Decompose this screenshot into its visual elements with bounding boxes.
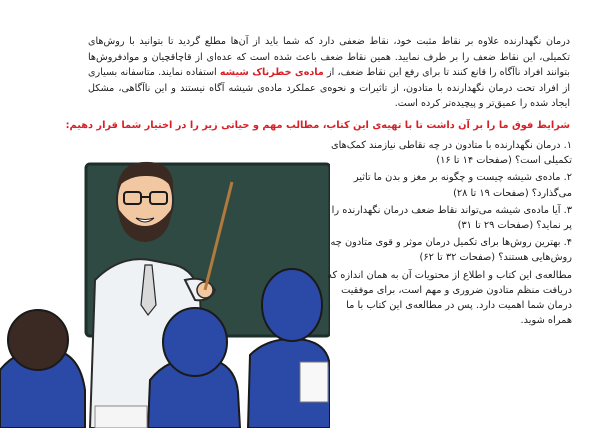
list-item: ۱. درمان نگهدارنده با متادون در چه نقاطی نیازمند کمک‌های تکمیلی است؟ (صفحات ۱۴ تا ۱۶)	[330, 140, 572, 167]
student-3-head	[262, 269, 322, 341]
student-3-notebook	[300, 362, 328, 402]
list-item: ۴. بهترین روش‌ها برای تکمیل درمان موثر و قوی متادون چه روش‌هایی هستند؟ (صفحات ۳۲ تا ۶۲)	[330, 237, 572, 264]
section-headline: شرایط فوق ما را بر آن داشت تا با تهیه‌ی این کتاب، مطالب مهم و حیاتی زیر را در اختیار شما قرار دهیم:	[65, 120, 570, 131]
student-1-head	[8, 310, 68, 370]
intro-part-2: استفاده نمایند. متاسفانه بسیاری از افراد تحت درمان نگهدارنده با متادون، از تاثیرات و نحوه‌ی عملکرد ماده‌ی شیشه آگاه نیستند و این ناآگاهی، مشکل ایجاد شده را عمیق‌تر و پیچیده‌تر کرده است.	[88, 67, 570, 110]
topics-list	[322, 138, 572, 328]
list-item: ۲. ماده‌ی شیشه چیست و چگونه بر مغز و بدن ما تاثیر می‌گذارد؟ (صفحات ۱۹ تا ۲۸)	[353, 172, 572, 199]
closing-paragraph: مطالعه‌ی این کتاب و اطلاع از محتویات آن به همان اندازه که دریافت منظم متادون ضروری و مهم است، برای موفقیت درمان شما اهمیت دارد. پس در مطالعه‌ی این کتاب با ما همراه شوید.	[327, 269, 572, 327]
intro-highlight: ماده‌ی خطرناک شیشه	[219, 67, 324, 79]
intro-part-1: درمان نگهدارنده علاوه بر نقاط مثبت خود، نقاط ضعفی دارد که شما باید از آن‌ها مطلع گردید تا بتوانید با روش‌های تکمیلی، این نقاط ضعف را بر طرف نمایید. همین نقاط ضعف باعث شده است که عده‌ای از قاچاقچیان و موادفروش‌ها بتوانند افراد ناآگاه را قانع کنند تا برای رفع این نقاط ضعف، از	[88, 36, 570, 79]
desk-paper	[95, 406, 147, 428]
classroom-illustration	[0, 130, 330, 428]
list-item: ۳. آیا ماده‌ی شیشه می‌تواند نقاط ضعف درمان نگهدارنده را پر نماید؟ (صفحات ۲۹ تا ۳۱)	[331, 204, 572, 232]
intro-paragraph	[88, 34, 570, 112]
student-2-head	[163, 308, 227, 376]
